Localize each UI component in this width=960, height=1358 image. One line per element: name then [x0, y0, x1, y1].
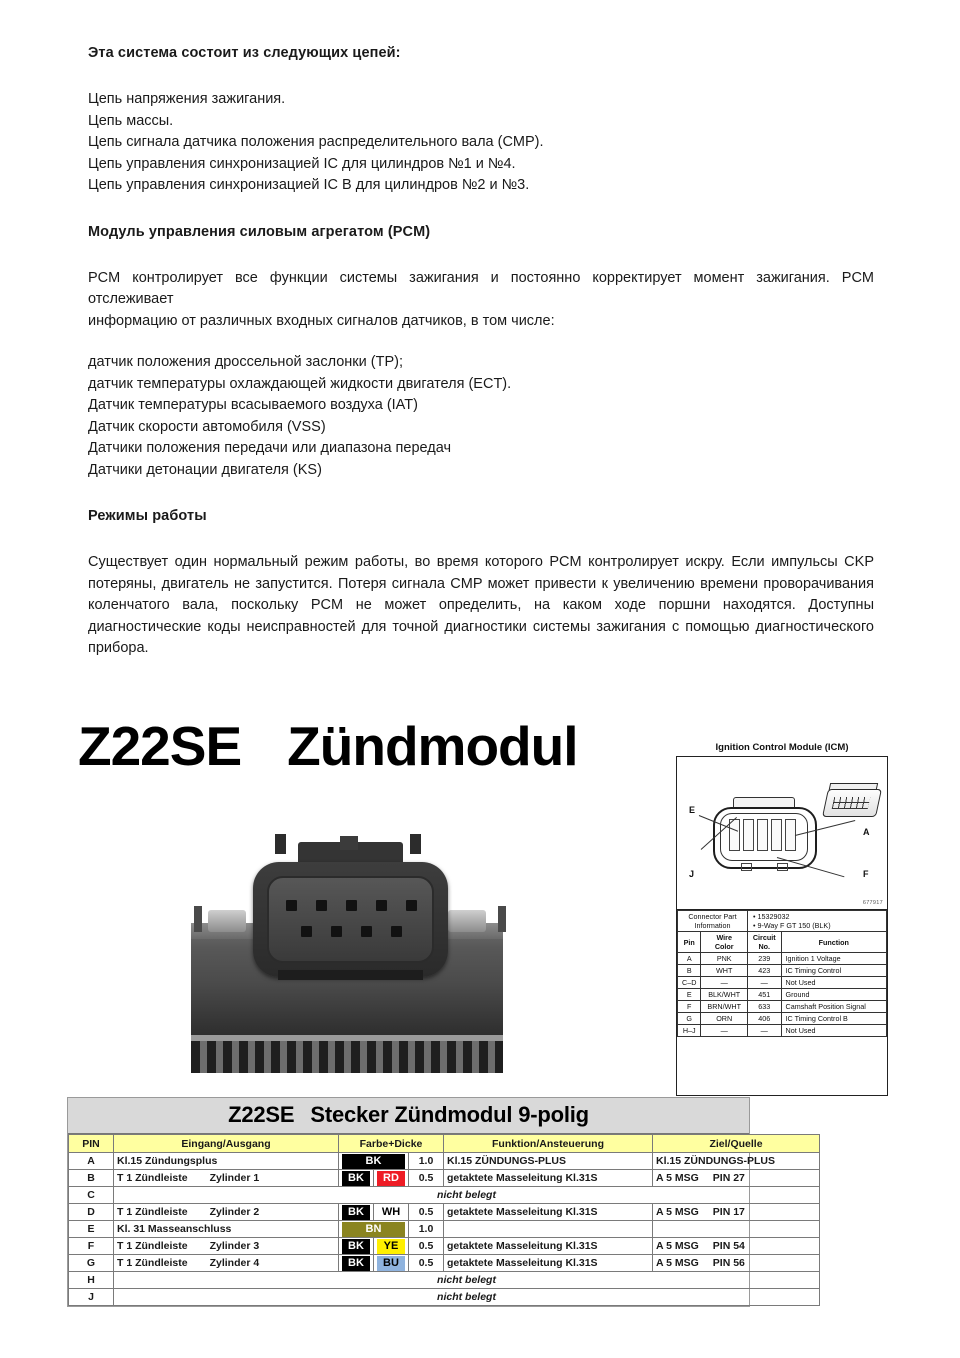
wiring-table [68, 1134, 820, 1306]
icm-th-circuit-no [747, 932, 781, 953]
modes-paragraph: Существует один нормальный режим работы, во время которого PCM контролирует искру. Если импульсы CKP потеряны, двигатель не запустится. Потеря сигнала CMP может привести к увеличению времени проворачивания коленчатого вала, поскольку PCM не может определить, на каком ходе поршни находятся. Доступны диагностические коды неисправностей для точной диагностики системы зажигания с помощью диагностического прибора. [88, 554, 874, 656]
icm-diagram-title: Ignition Control Module (ICM) [676, 742, 888, 753]
ignition-module-photo [148, 810, 546, 1073]
cell-pin: D [69, 1204, 114, 1221]
table-row [69, 1255, 820, 1272]
icm-cell-circuit: 451 [747, 989, 781, 1001]
icm-cell-function: Not Used [781, 977, 886, 989]
cell-io [114, 1238, 339, 1255]
icm-cell-circuit: — [747, 1025, 781, 1037]
table-row [69, 1187, 820, 1204]
table-row [69, 1204, 820, 1221]
sensor-item: Датчик температуры всасываемого воздуха (IAT) [88, 397, 418, 413]
circuit-item: Цепь напряжения зажигания. [88, 91, 286, 107]
source-pin: PIN 17 [712, 1206, 745, 1218]
cell-thickness: 0.5 [409, 1238, 444, 1255]
icm-table-info-row [678, 911, 887, 932]
table-row [69, 1272, 820, 1289]
wire-line2: Color [714, 942, 734, 951]
wiring-table-title [68, 1098, 749, 1134]
mount-clip-right [498, 906, 506, 932]
icm-callout-f: F [863, 869, 869, 879]
sensor-item: датчик положения дроссельной заслонки (TP); [88, 354, 403, 370]
icm-cell-pin: C–D [678, 977, 701, 989]
io-text-2: Zylinder 2 [209, 1206, 260, 1218]
sensor-item: Датчики детонации двигателя (KS) [88, 461, 322, 478]
icm-cell-function: Ignition 1 Voltage [781, 953, 886, 965]
source-text: A 5 MSG [656, 1240, 699, 1252]
section-heading-modes: Режимы работы [88, 508, 207, 524]
connector-keying-nub [340, 836, 358, 850]
cell-thickness: 1.0 [409, 1153, 444, 1170]
icm-table-row [678, 989, 887, 1001]
sensor-item: датчик температуры охлаждающей жидкости двигателя (ECT). [88, 375, 512, 392]
table-row [69, 1238, 820, 1255]
sensor-item: Датчики положения передачи или диапазона передач [88, 440, 452, 456]
io-text: Kl. 31 Masseanschluss [117, 1223, 232, 1235]
connector-shell [253, 862, 448, 977]
connector-pin [301, 926, 312, 937]
connector-foot [777, 863, 788, 871]
cell-io [114, 1153, 339, 1170]
icm-table-row [678, 965, 887, 977]
source-text: A 5 MSG [656, 1172, 699, 1184]
cell-wire-color-1 [339, 1255, 374, 1272]
fins-top-edge [191, 1035, 503, 1041]
cell-io [114, 1255, 339, 1272]
circuit-item: Цепь сигнала датчика положения распределительного вала (CMP). [88, 134, 544, 150]
icm-th-pin: Pin [678, 932, 701, 953]
cell-wire-color-1 [339, 1153, 409, 1170]
section-heading-pcm: Модуль управления силовым агрегатом (PCM) [88, 223, 431, 240]
pcm-paragraph-line-1: PCM контролирует все функции системы зажигания и постоянно корректирует момент зажигания. PCM отслеживает [88, 269, 874, 307]
icm-cell-pin: G [678, 1013, 701, 1025]
icm-cavity [729, 819, 740, 851]
color-swatch-bk: BK [342, 1154, 405, 1169]
icm-cell-circuit: 633 [747, 1001, 781, 1013]
color-swatch-ye: YE [377, 1239, 405, 1254]
cell-function: getaktete Masseleitung Kl.31S [444, 1255, 653, 1272]
icm-th-wire-color [701, 932, 748, 953]
circ-line2: No. [758, 942, 771, 951]
cp-line2: Information [694, 921, 731, 930]
cell-function: getaktete Masseleitung Kl.31S [444, 1204, 653, 1221]
circuit-item: Цепь управления синхронизацией IC B для цилиндров №2 и №3. [88, 177, 530, 193]
icm-callout-e: E [689, 805, 696, 815]
plug-terminal-grid [832, 797, 871, 809]
cell-wire-color-2 [374, 1255, 409, 1272]
connector-pin [406, 900, 417, 911]
icm-cell-color: BRN/WHT [701, 1001, 748, 1013]
module-title [78, 714, 578, 778]
module-title-name: Zündmodul [287, 715, 578, 777]
icm-diagram-box [676, 756, 888, 1096]
circuit-item: Цепь массы. [88, 112, 174, 129]
icm-cell-function: Ground [781, 989, 886, 1001]
cell-not-assigned: nicht belegt [114, 1187, 820, 1204]
sensor-item: Датчик скорости автомобиля (VSS) [88, 418, 326, 435]
source-pin: PIN 54 [712, 1240, 745, 1252]
icm-pin-table [677, 910, 887, 1037]
connector-cavity [267, 876, 434, 963]
connector-pin [286, 900, 297, 911]
cell-pin: C [69, 1187, 114, 1204]
color-swatch-bk: BK [342, 1239, 370, 1254]
cell-pin: F [69, 1238, 114, 1255]
icm-cell-function: IC Timing Control [781, 965, 886, 977]
cell-function [444, 1221, 653, 1238]
color-swatch-rd: RD [377, 1171, 405, 1186]
icm-cell-color: WHT [701, 965, 748, 977]
article-body [88, 44, 874, 660]
bullet-connector-type: • 9-Way F GT 150 (BLK) [752, 921, 831, 930]
wire-line1: Wire [716, 933, 732, 942]
icm-cavity [757, 819, 768, 851]
icm-cell-circuit: 423 [747, 965, 781, 977]
pcm-paragraph-line-2: информацию от различных входных сигналов датчиков, в том числе: [88, 312, 555, 329]
connector-latch-left [275, 834, 286, 854]
icm-callout-j: J [689, 869, 695, 879]
cell-wire-color-1 [339, 1221, 409, 1238]
wiring-table-panel [67, 1097, 776, 1307]
icm-cell-color: BLK/WHT [701, 989, 748, 1001]
connector-base [278, 970, 423, 980]
th-funktion: Funktion/Ansteuerung [444, 1135, 653, 1153]
source-text: A 5 MSG [656, 1206, 699, 1218]
cell-function: getaktete Masseleitung Kl.31S [444, 1170, 653, 1187]
connector-latch-right [410, 834, 421, 854]
io-text: T 1 Zündleiste [117, 1206, 188, 1218]
io-text: T 1 Zündleiste [117, 1172, 188, 1184]
icm-cell-pin: F [678, 1001, 701, 1013]
color-swatch-bk: BK [342, 1171, 370, 1186]
icm-cavity [743, 819, 754, 851]
icm-cell-pin: A [678, 953, 701, 965]
source-pin: PIN 56 [712, 1257, 745, 1269]
cell-source [653, 1221, 820, 1238]
connector-pin [391, 926, 402, 937]
cell-wire-color-1 [339, 1170, 374, 1187]
icm-connector-drawing [677, 757, 887, 910]
cell-thickness: 0.5 [409, 1204, 444, 1221]
table-row [69, 1221, 820, 1238]
wiring-header-row [69, 1135, 820, 1153]
source-pin: PIN 27 [712, 1172, 745, 1184]
table-row [69, 1153, 820, 1170]
connector-pin [376, 900, 387, 911]
wiring-title-code: Z22SE [228, 1102, 295, 1127]
cell-source [653, 1255, 820, 1272]
connector-pin [331, 926, 342, 937]
cell-pin: A [69, 1153, 114, 1170]
mount-clip-left [194, 906, 202, 932]
th-pin: PIN [69, 1135, 114, 1153]
color-swatch-bn: BN [342, 1222, 405, 1237]
icm-cavity [771, 819, 782, 851]
source-text: A 5 MSG [656, 1257, 699, 1269]
cell-pin: J [69, 1289, 114, 1306]
circ-line1: Circuit [752, 933, 776, 942]
mount-bolt-left [208, 910, 246, 932]
io-text: T 1 Zündleiste [117, 1257, 188, 1269]
connector-foot [741, 863, 752, 871]
icm-table-row [678, 977, 887, 989]
icm-table-header-row [678, 932, 887, 953]
cell-thickness: 1.0 [409, 1221, 444, 1238]
circuit-item: Цепь управления синхронизацией IC для цилиндров №1 и №4. [88, 155, 516, 172]
icm-cell-pin: E [678, 989, 701, 1001]
cell-source [653, 1204, 820, 1221]
cell-function: Kl.15 ZÜNDUNGS-PLUS [444, 1153, 653, 1170]
connector-part-info-label [678, 911, 748, 932]
icm-mating-plug-illustration [825, 783, 877, 817]
table-row [69, 1289, 820, 1306]
icm-cell-circuit: — [747, 977, 781, 989]
icm-cell-color: ORN [701, 1013, 748, 1025]
cell-source: Kl.15 ZÜNDUNGS-PLUS [653, 1153, 820, 1170]
icm-cell-color: PNK [701, 953, 748, 965]
mount-bolt-right [448, 910, 486, 932]
cell-wire-color-1 [339, 1204, 374, 1221]
icm-cell-pin: H–J [678, 1025, 701, 1037]
cp-line1: Connector Part [688, 912, 737, 921]
io-text: Kl.15 Zündungsplus [117, 1155, 218, 1167]
cell-pin: E [69, 1221, 114, 1238]
icm-cell-circuit: 406 [747, 1013, 781, 1025]
cell-io [114, 1204, 339, 1221]
icm-figure-code: 677917 [862, 900, 883, 906]
cell-wire-color-2 [374, 1170, 409, 1187]
io-text-2: Zylinder 3 [209, 1240, 260, 1252]
icm-th-function: Function [781, 932, 886, 953]
icm-cell-pin: B [678, 965, 701, 977]
cell-pin: G [69, 1255, 114, 1272]
icm-cell-color: — [701, 1025, 748, 1037]
cell-function: getaktete Masseleitung Kl.31S [444, 1238, 653, 1255]
table-row [69, 1170, 820, 1187]
cell-source [653, 1238, 820, 1255]
cell-wire-color-2 [374, 1238, 409, 1255]
cell-source [653, 1170, 820, 1187]
icm-cell-function: Camshaft Position Signal [781, 1001, 886, 1013]
icm-table-row [678, 1025, 887, 1037]
color-swatch-bu: BU [377, 1256, 405, 1271]
th-ziel-quelle: Ziel/Quelle [653, 1135, 820, 1153]
cell-io [114, 1170, 339, 1187]
module-cooling-fins [191, 1035, 503, 1073]
cell-io [114, 1221, 339, 1238]
icm-callout-a: A [863, 827, 870, 837]
connector-part-bullets [747, 911, 886, 932]
th-farbe-dicke: Farbe+Dicke [339, 1135, 444, 1153]
section-heading-circuits: Эта система состоит из следующих цепей: [88, 45, 401, 61]
icm-cell-function: Not Used [781, 1025, 886, 1037]
cell-not-assigned: nicht belegt [114, 1289, 820, 1306]
io-text: T 1 Zündleiste [117, 1240, 188, 1252]
color-swatch-bk: BK [342, 1205, 370, 1220]
bullet-part-number: • 15329032 [752, 912, 790, 921]
connector-pin [361, 926, 372, 937]
module-title-code: Z22SE [78, 715, 242, 777]
io-text-2: Zylinder 1 [209, 1172, 260, 1184]
icm-table-row [678, 1001, 887, 1013]
cell-not-assigned: nicht belegt [114, 1272, 820, 1289]
icm-cell-circuit: 239 [747, 953, 781, 965]
icm-cell-color: — [701, 977, 748, 989]
icm-table-row [678, 953, 887, 965]
connector-pin [346, 900, 357, 911]
th-eingang-ausgang: Eingang/Ausgang [114, 1135, 339, 1153]
color-swatch-bk: BK [342, 1256, 370, 1271]
icm-table-row [678, 1013, 887, 1025]
cell-thickness: 0.5 [409, 1255, 444, 1272]
cell-thickness: 0.5 [409, 1170, 444, 1187]
connector-pin [316, 900, 327, 911]
wiring-title-text: Stecker Zündmodul 9-polig [310, 1102, 589, 1127]
io-text-2: Zylinder 4 [209, 1257, 260, 1269]
cell-pin: B [69, 1170, 114, 1187]
cell-wire-color-2 [374, 1204, 409, 1221]
color-swatch-wh: WH [377, 1205, 405, 1220]
cell-wire-color-1 [339, 1238, 374, 1255]
cell-pin: H [69, 1272, 114, 1289]
icm-cell-function: IC Timing Control B [781, 1013, 886, 1025]
